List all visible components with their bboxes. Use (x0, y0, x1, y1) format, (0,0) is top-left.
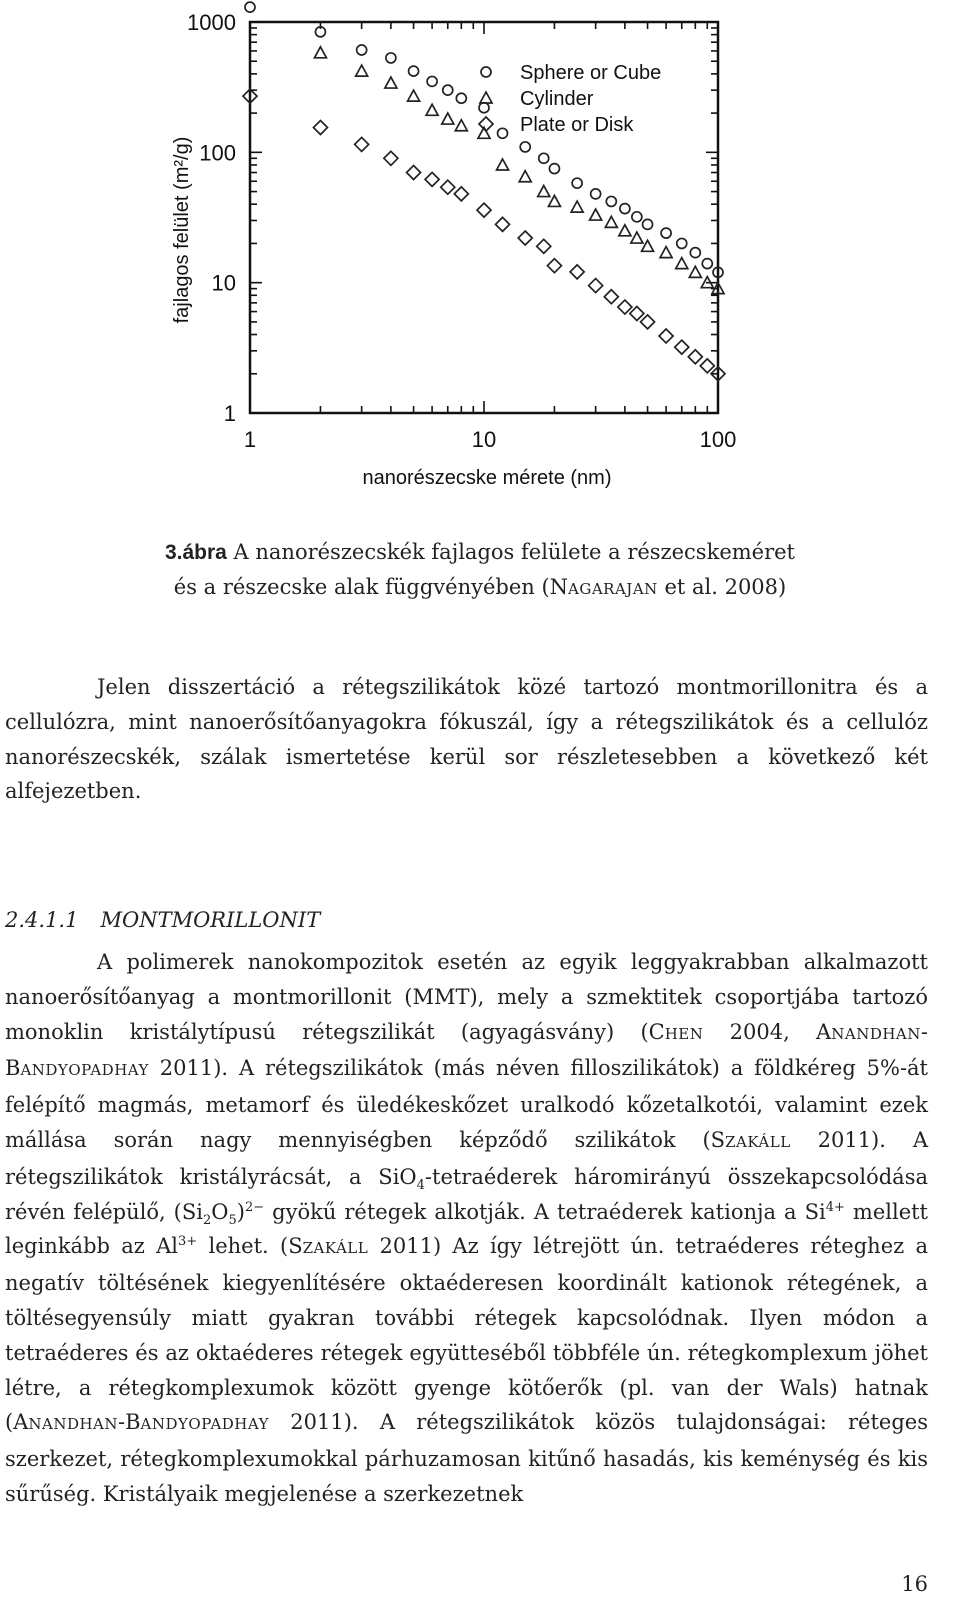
section-title: MONTMORILLONIT (100, 908, 321, 932)
data-point-plate (454, 187, 468, 201)
legend-symbol-circle (481, 67, 491, 77)
data-point-sphere (632, 212, 642, 222)
y-tick-label: 100 (199, 140, 236, 166)
data-point-cylinder (619, 225, 631, 236)
data-markers (243, 2, 725, 381)
data-point-sphere (606, 196, 616, 206)
data-point-sphere (443, 85, 453, 95)
data-point-cylinder (642, 240, 654, 251)
data-point-sphere (677, 238, 687, 248)
data-point-sphere (456, 93, 466, 103)
x-tick-label: 100 (699, 427, 737, 452)
data-point-cylinder (497, 159, 509, 170)
data-point-sphere (409, 66, 419, 76)
data-point-plate (641, 315, 655, 329)
data-point-sphere (643, 219, 653, 229)
data-point-plate (700, 359, 714, 373)
section-heading (5, 908, 320, 932)
data-point-cylinder (356, 65, 368, 76)
legend-symbol-triangle (480, 92, 492, 103)
data-point-cylinder (519, 171, 531, 182)
data-point-sphere (539, 153, 549, 163)
data-point-cylinder (442, 113, 454, 124)
figure-label: 3.ábra (164, 541, 227, 564)
y-tick-label: 1000 (187, 10, 236, 35)
data-point-sphere (591, 189, 601, 199)
data-point-sphere (661, 228, 671, 238)
data-point-plate (604, 290, 618, 304)
legend-symbol-diamond (479, 117, 493, 131)
data-point-cylinder (676, 258, 688, 269)
data-point-plate (355, 137, 369, 151)
legend-label-sphere: Sphere or Cube (520, 62, 662, 84)
y-tick-label: 10 (211, 270, 236, 296)
specific-surface-chart (0, 0, 960, 500)
data-point-plate (518, 231, 532, 245)
y-tick-labels (187, 10, 236, 426)
x-tick-label: 10 (471, 427, 497, 452)
data-point-plate (425, 172, 439, 186)
data-point-plate (537, 239, 551, 253)
x-tick-label: 1 (243, 427, 257, 452)
data-point-cylinder (605, 216, 617, 227)
data-point-plate (547, 259, 561, 273)
data-point-cylinder (385, 77, 397, 88)
legend (479, 62, 661, 136)
y-tick-label: 1 (223, 401, 236, 426)
caption-text-1: A nanorészecskék fajlagos felülete a részecskeméret (226, 540, 795, 564)
data-point-sphere (386, 53, 396, 63)
data-point-plate (618, 300, 632, 314)
figure-caption (0, 535, 960, 606)
data-point-sphere (702, 259, 712, 269)
data-point-plate (630, 306, 644, 320)
data-point-cylinder (314, 47, 326, 58)
data-point-cylinder (538, 186, 550, 197)
data-point-plate (688, 350, 702, 364)
data-point-cylinder (590, 209, 602, 220)
intro-paragraph: Jelen disszertáció a rétegszilikátok közé tartozó montmorillonitra és a cellulózra, mint nanoerősítőanyagokra fókuszál, így a rétegszilikátok és a cellulóz nanorészecskék, szálak ismertetése kerül sor részletesebben a következő két alfejezetben. (5, 675, 928, 804)
data-point-sphere (572, 178, 582, 188)
data-point-plate (407, 166, 421, 180)
data-point-plate (441, 180, 455, 194)
data-point-sphere (549, 164, 559, 174)
data-point-plate (384, 151, 398, 165)
data-point-plate (313, 121, 327, 135)
page-number: 16 (901, 1572, 928, 1596)
data-point-cylinder (631, 232, 643, 243)
data-point-sphere (620, 204, 630, 214)
caption-line-1 (0, 535, 960, 570)
y-axis-label: fajlagos felület (m²/g) (171, 136, 193, 324)
data-point-plate (496, 217, 510, 231)
legend-label-plate: Plate or Disk (520, 114, 634, 136)
data-point-sphere (245, 2, 255, 12)
data-point-sphere (498, 128, 508, 138)
data-point-cylinder (571, 201, 583, 212)
data-point-cylinder (660, 247, 672, 258)
body-paragraph: A polimerek nanokompozitok esetén az egyik leggyakrabban alkalmazott nanoerősítőanyag a montmorillonit (MMT), mely a szmektitek csoportjába tartozó monoklin kristálytípusú rétegszilikát (agyagásvány) (CHEN 2004, ANANDHAN-BANDYOPADHAY 2011). A rétegszilikátok (más néven filloszilikátok) a földkéreg 5%-át felépítő magmás, metamorf és üledékeskőzet uralkodó kőzetalkotói, valamint ezek mállása során nagy mennyiségben képződő szilikátok (SZAKÁLL 2011). A rétegszilikátok kristályrácsát, a SiO$_4$-tetraéderek háromirányú összekapcsolódása révén felépülő, $(Si_2O_5)^{2-}$ gyökű rétegek alkotják. A tetraéderek kationja a $Si^{4+}$ mellett leginkább az $Al^{3+}$ lehet. (SZAKÁLL 2011) Az így létrejött ún. tetraéderes réteghez a negatív töltésének kiegyenlítésére oktaéderesen koordinált kationok rétegének, a töltésegyensúly miatt gyakran további rétegek kapcsolódnak. Ilyen módon a tetraéderes és az oktaéderes rétegek együtteséből többféle ún. rétegkomplexum jöhet létre, a rétegkomplexumok között gyenge kötőerők (pl. van der Wals) hatnak (ANANDHAN-BANDYOPADHAY 2011). A rétegszilikátok közös tulajdonságai: réteges szerkezet, rétegkomplexumokkal párhuzamosan kitűnő hasadás, kis keménység és kis sűrűség. Kristályaik megjelenése a szerkezetnek (5, 950, 928, 1506)
data-point-sphere (357, 45, 367, 55)
caption-line-2: és a részecske alak függvényében (NAGARAJAN et al. 2008) (173, 575, 787, 599)
legend-label-cylinder: Cylinder (520, 88, 594, 110)
x-axis-label: nanorészecske mérete (nm) (362, 467, 612, 489)
data-point-plate (570, 265, 584, 279)
data-point-plate (675, 340, 689, 354)
section-number: 2.4.1.1 (5, 908, 79, 932)
data-point-cylinder (455, 120, 467, 131)
data-point-sphere (690, 248, 700, 258)
data-point-cylinder (426, 104, 438, 115)
data-point-sphere (427, 76, 437, 86)
data-point-sphere (479, 103, 489, 113)
data-point-cylinder (689, 266, 701, 277)
data-point-plate (477, 203, 491, 217)
data-point-plate (659, 329, 673, 343)
data-point-sphere (520, 142, 530, 152)
x-tick-labels (244, 427, 736, 452)
data-point-cylinder (408, 90, 420, 101)
data-point-plate (589, 279, 603, 293)
